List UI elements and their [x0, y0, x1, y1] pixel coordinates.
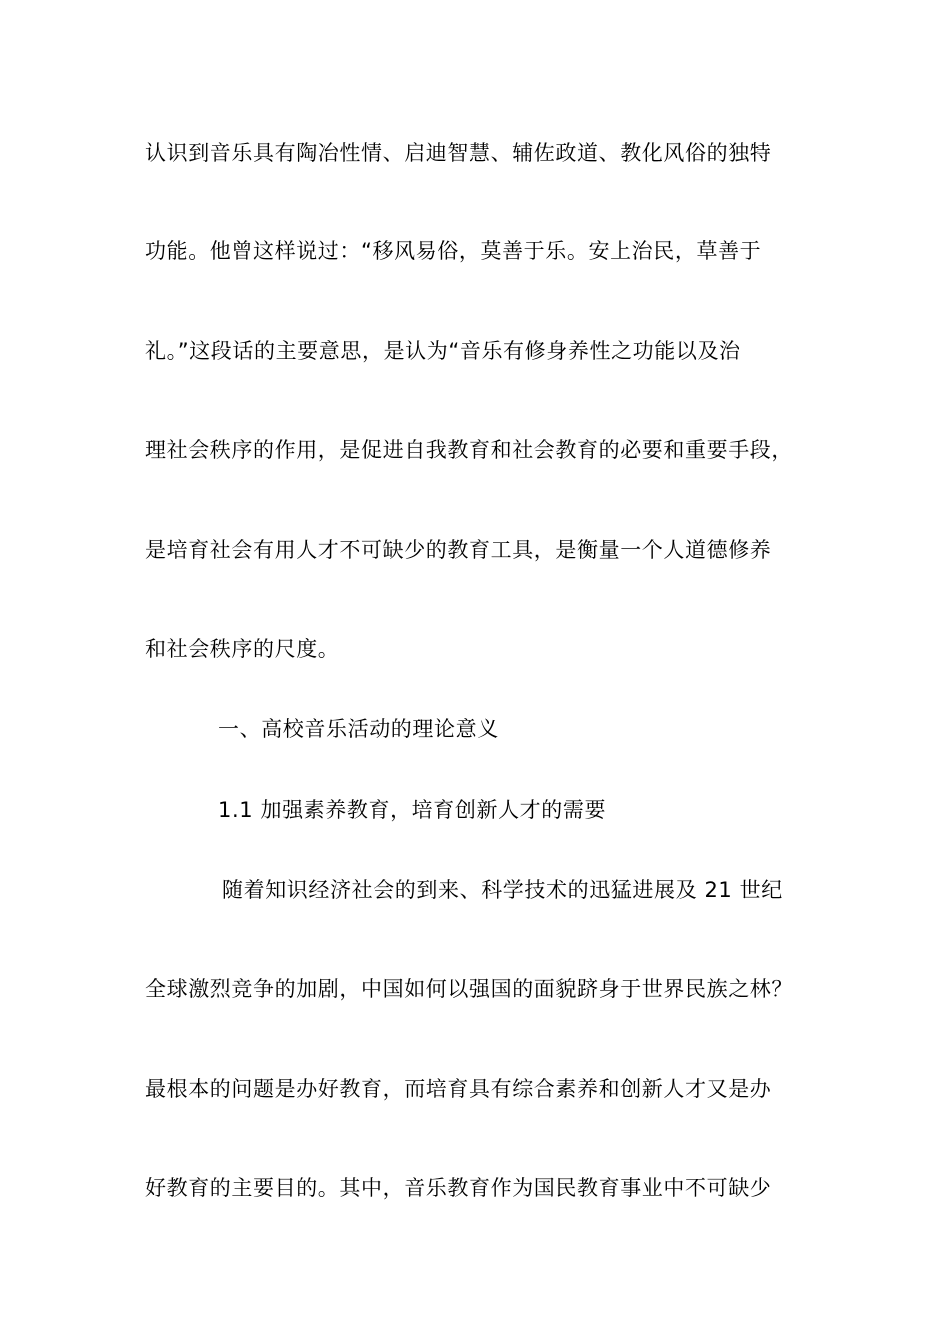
body-text-line: 功能。他曾这样说过：“移风易俗，莫善于乐。安上治民，草善于 — [145, 239, 762, 263]
subsection-heading: 1.1 加强素养教育，培育创新人才的需要 — [218, 798, 607, 822]
body-text-line: 礼。”这段话的主要意思，是认为“音乐有修身养性之功能以及治 — [145, 339, 741, 363]
body-text-line: 是培育社会有用人才不可缺少的教育工具，是衡量一个人道德修养 — [145, 538, 772, 562]
body-text-line: 最根本的问题是办好教育，而培育具有综合素养和创新人才又是办 — [145, 1077, 772, 1101]
body-text-line: 认识到音乐具有陶冶性情、启迪智慧、辅佐政道、教化风俗的独特 — [145, 141, 772, 165]
body-text-line: 好教育的主要目的。其中，音乐教育作为国民教育事业中不可缺少 — [145, 1176, 772, 1200]
section-heading: 一、高校音乐活动的理论意义 — [218, 717, 499, 741]
body-text-line: 随着知识经济社会的到来、科学技术的迅猛进展及 21 世纪 — [222, 878, 783, 902]
body-text-line: 全球激烈竞争的加剧，中国如何以强国的面貌跻身于世界民族之林？ — [145, 977, 793, 1001]
body-text-line: 和社会秩序的尺度。 — [145, 637, 340, 661]
body-text-line: 理社会秩序的作用，是促进自我教育和社会教育的必要和重要手段， — [145, 438, 793, 462]
